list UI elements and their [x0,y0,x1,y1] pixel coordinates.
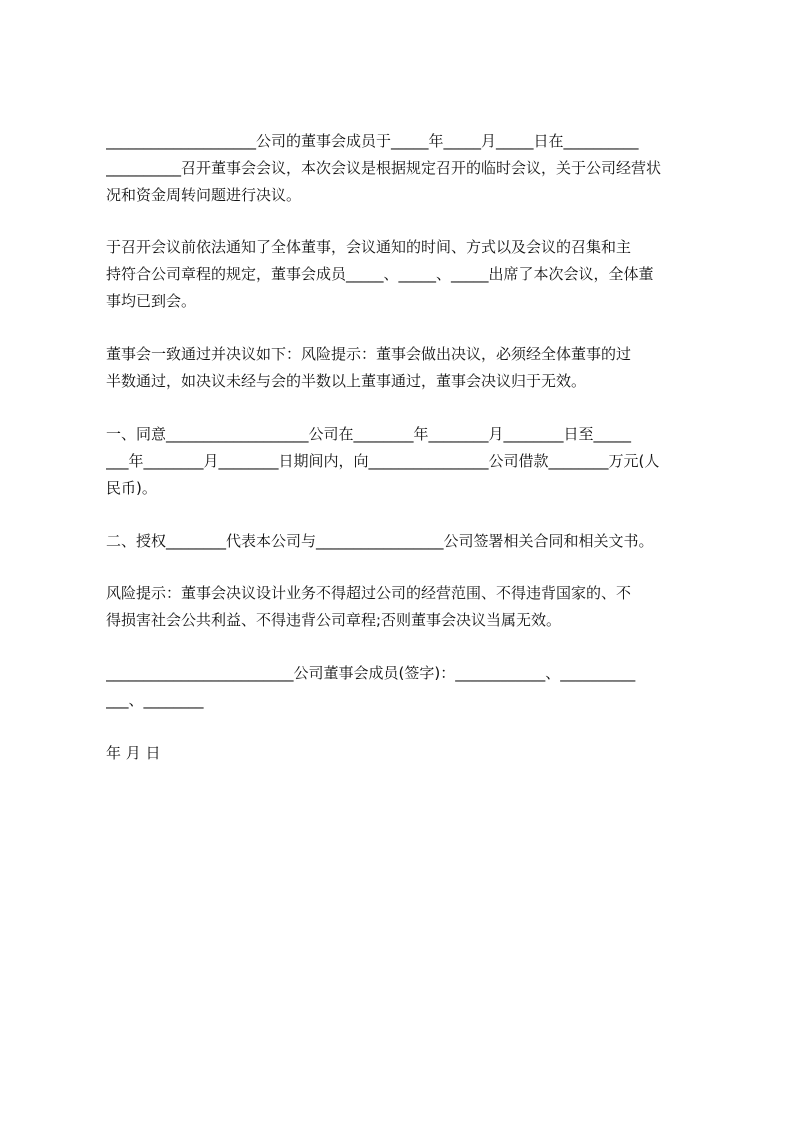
paragraph-1-line-2: __________召开董事会会议，本次会议是根据规定召开的临时会议，关于公司经营状 [106,159,662,177]
paragraph-3-line-2: 半数通过，如决议未经与会的半数以上董事通过，董事会决议归于无效。 [106,372,587,390]
paragraph-2-line-1: 于召开会议前依法通知了全体董事，会议通知的时间、方式以及会议的召集和主 [106,238,632,256]
item-2-line-1: 二、授权________代表本公司与_________________公司签署相关合同和相关文书。 [106,532,654,550]
item-1-line-3: 民币)。 [106,479,157,497]
paragraph-1-line-1: ____________________公司的董事会成员于_____年_____月_____日在__________ [106,132,639,150]
item-1-line-1: 一、同意___________________公司在________年________月________日至_____ [106,425,632,443]
signature-line-2: ___、________ [106,691,204,709]
item-1-line-2: ___年________月________日期间内，向________________公司借款________万元(人 [106,452,660,470]
risk-notice-line-2: 得损害社会公共利益、不得违背公司章程;否则董事会决议当属无效。 [106,611,562,629]
date-line: 年 月 日 [106,744,161,762]
risk-notice-line-1: 风险提示：董事会决议设计业务不得超过公司的经营范围、不得违背国家的、不 [106,584,632,602]
paragraph-1-line-3: 况和资金周转问题进行决议。 [106,186,302,204]
paragraph-2-line-3: 事均已到会。 [106,292,197,310]
paragraph-2-line-2: 持符合公司章程的规定，董事会成员_____、_____、_____出席了本次会议，全体董 [106,265,654,283]
signature-line-1: _________________________公司董事会成员(签字)：____________、__________ [106,664,636,682]
paragraph-3-line-1: 董事会一致通过并决议如下：风险提示：董事会做出决议，必须经全体董事的过 [106,345,632,363]
